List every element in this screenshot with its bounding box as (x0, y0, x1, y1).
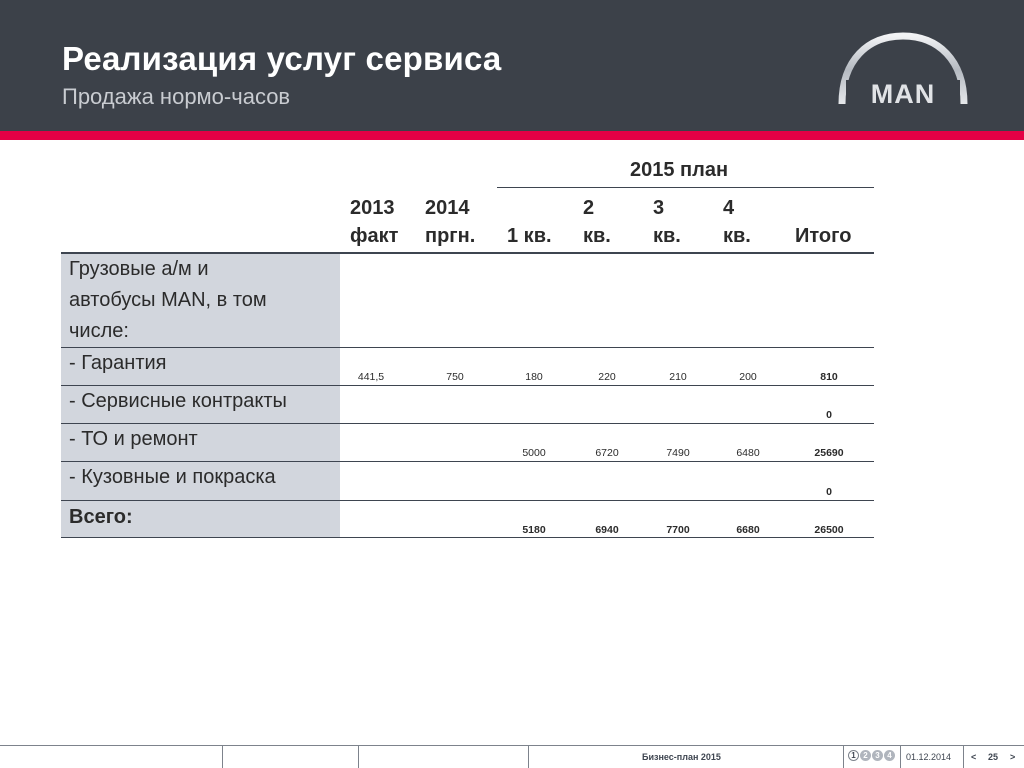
cell-warranty-total: 810 (820, 371, 838, 383)
cell-warranty-2013: 441,5 (357, 371, 385, 383)
header-accent-line (0, 131, 1024, 140)
row-label-warranty: - Гарантия (69, 352, 167, 374)
footer-doc-title: Бизнес-план 2015 (642, 752, 721, 762)
col-q2-line2: кв. (583, 225, 611, 247)
row-label-trucks-line2: автобусы MAN, в том (69, 289, 267, 311)
page-subtitle: Продажа нормо-часов (62, 84, 291, 109)
footer-date: 01.12.2014 (906, 752, 952, 762)
cell-warranty-2014: 750 (446, 371, 464, 383)
cell-maintenance-q1: 5000 (522, 447, 546, 459)
man-logo (836, 30, 970, 110)
footer-step-1[interactable]: 1 (848, 750, 859, 761)
cell-warranty-q2: 220 (598, 371, 616, 383)
col-q1: 1 кв. (507, 225, 552, 247)
group-header-rule (497, 187, 874, 188)
cell-maintenance-total: 25690 (814, 447, 844, 459)
cell-warranty-q1: 180 (525, 371, 543, 383)
logo-text: MAN (870, 79, 936, 109)
col-2013-line1: 2013 (350, 197, 395, 219)
page-title: Реализация услуг сервиса (62, 40, 502, 77)
row-label-total: Всего: (69, 506, 133, 528)
col-q3-line1: 3 (653, 197, 665, 219)
row-label-trucks-line1: Грузовые а/м и (69, 258, 209, 280)
cell-warranty-q4: 200 (739, 371, 757, 383)
row-label-body-paint: - Кузовные и покраска (69, 466, 276, 488)
row-label-maintenance: - ТО и ремонт (69, 428, 198, 450)
col-q2-line1: 2 (583, 197, 595, 219)
cell-total-q4: 6680 (736, 524, 760, 536)
group-header-2015-plan: 2015 план (630, 159, 729, 181)
footer-divider (222, 745, 223, 768)
footer-step-4[interactable]: 4 (884, 750, 895, 761)
cell-body-paint-total: 0 (826, 486, 832, 498)
cell-maintenance-q3: 7490 (666, 447, 690, 459)
footer-next-button[interactable]: > (1010, 752, 1016, 762)
footer-divider (528, 745, 529, 768)
row-label-trucks-line3: числе: (69, 320, 129, 342)
footer-divider (963, 745, 964, 768)
cell-maintenance-q4: 6480 (736, 447, 760, 459)
col-2014-line1: 2014 (425, 197, 470, 219)
row-rule (61, 347, 874, 348)
cell-total-q2: 6940 (595, 524, 619, 536)
footer-divider (358, 745, 359, 768)
footer-prev-button[interactable]: < (971, 752, 977, 762)
col-q3-line2: кв. (653, 225, 681, 247)
footer-divider (843, 745, 844, 768)
col-total: Итого (795, 225, 852, 247)
cell-total-q1: 5180 (522, 524, 546, 536)
footer-step-3[interactable]: 3 (872, 750, 883, 761)
footer-step-2[interactable]: 2 (860, 750, 871, 761)
row-rule (61, 500, 874, 501)
footer-page-number: 25 (988, 752, 999, 762)
col-q4-line2: кв. (723, 225, 751, 247)
col-2014-line2: пргн. (425, 225, 476, 247)
col-q4-line1: 4 (723, 197, 735, 219)
footer-divider (900, 745, 901, 768)
table-bottom-rule (61, 537, 874, 538)
cell-total-total: 26500 (814, 524, 844, 536)
cell-maintenance-q2: 6720 (595, 447, 619, 459)
cell-total-q3: 7700 (666, 524, 690, 536)
cell-warranty-q3: 210 (669, 371, 687, 383)
col-2013-line2: факт (350, 225, 399, 247)
cell-contracts-total: 0 (826, 409, 832, 421)
row-label-service-contracts: - Сервисные контракты (69, 390, 287, 412)
